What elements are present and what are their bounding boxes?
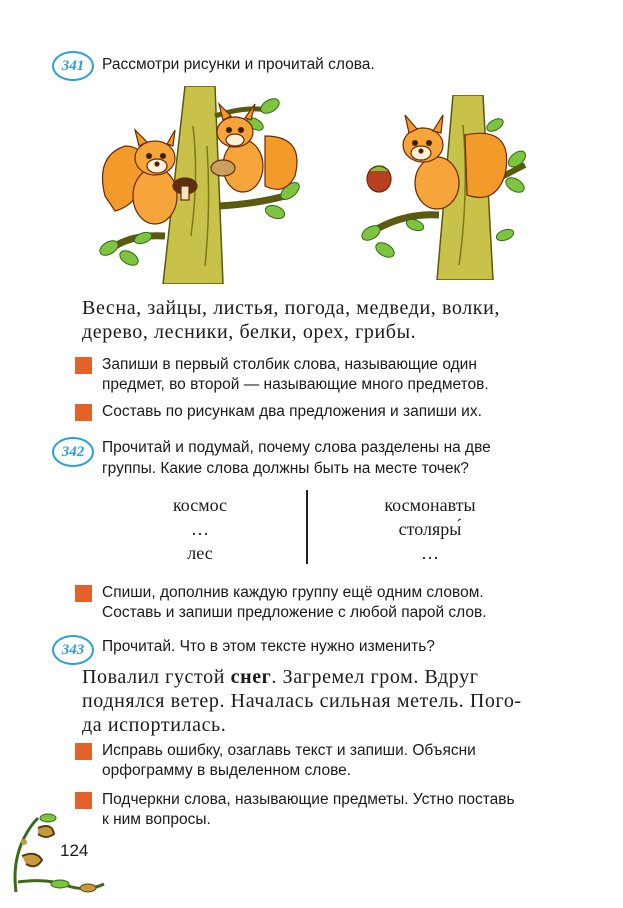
task-line: Составь и запиши предложение с любой парой слов.: [102, 604, 487, 621]
word: космонавты: [384, 495, 476, 515]
task-line: к ним вопросы.: [102, 811, 211, 828]
exercise-number-342: 342: [52, 437, 94, 467]
word: лес: [187, 543, 213, 563]
exercise-341-words-line-2: дерево, лесники, белки, орех, грибы.: [82, 321, 417, 343]
page-number: 124: [60, 841, 89, 860]
task-line: предмет, во второй — называющие много предметов.: [102, 376, 489, 393]
task-line: Запиши в первый столбик слова, называющие один: [102, 356, 477, 373]
exercise-number-341: 341: [52, 51, 94, 81]
instruction-line: Прочитай и подумай, почему слова разделены на две: [102, 439, 491, 456]
task-marker-icon: [75, 792, 92, 809]
task-marker-icon: [75, 743, 92, 760]
task-line: Спиши, дополнив каждую группу ещё одним словом.: [102, 584, 484, 601]
exercise-341-task-1: [102, 355, 587, 395]
word: космос: [172, 495, 228, 515]
text-fragment: Повалил густой: [82, 666, 231, 688]
text-fragment: . Загремел гром. Вдруг: [271, 666, 479, 688]
task-line: Исправь ошибку, озаглавь текст и запиши. Объясни: [102, 742, 476, 759]
text-line: поднялся ветер. Началась сильная метель. Пого-: [82, 690, 522, 712]
squirrel-nut-illustration: [355, 95, 535, 280]
task-marker-icon: [75, 585, 92, 602]
exercise-342-instruction: [102, 437, 592, 479]
task-line: Подчеркни слова, называющие предметы. Устно поставь: [102, 791, 515, 808]
exercise-343-instruction: Прочитай. Что в этом тексте нужно изменить?: [102, 638, 435, 655]
exercise-341-instruction: Рассмотри рисунки и прочитай слова.: [102, 56, 375, 73]
exercise-343-text: [82, 665, 592, 737]
right-word-column: [355, 493, 505, 565]
exercise-number-343: 343: [52, 635, 94, 665]
exercise-343-task-2: [102, 790, 587, 830]
exercise-341-task-2: Составь по рисункам два предложения и запиши их.: [102, 403, 482, 420]
exercise-343-task-1: [102, 741, 587, 781]
task-line: орфограмму в выделенном слове.: [102, 762, 352, 779]
task-marker-icon: [75, 404, 92, 421]
word: …: [421, 543, 439, 563]
ornament-icon: [8, 812, 108, 894]
instruction-line: группы. Какие слова должны быть на месте точек?: [102, 460, 469, 477]
left-word-column: [140, 493, 260, 565]
word: …: [191, 519, 209, 539]
squirrels-illustration: [95, 86, 315, 284]
exercise-341-words-line-1: Весна, зайцы, листья, погода, медведи, волки,: [82, 297, 501, 319]
text-line: [82, 665, 592, 689]
highlighted-word: снег: [230, 666, 272, 688]
word: столяры́: [398, 519, 462, 539]
exercise-342-task-1: [102, 583, 587, 623]
task-marker-icon: [75, 357, 92, 374]
text-line: да испортилась.: [82, 714, 227, 736]
column-divider: [306, 490, 308, 564]
